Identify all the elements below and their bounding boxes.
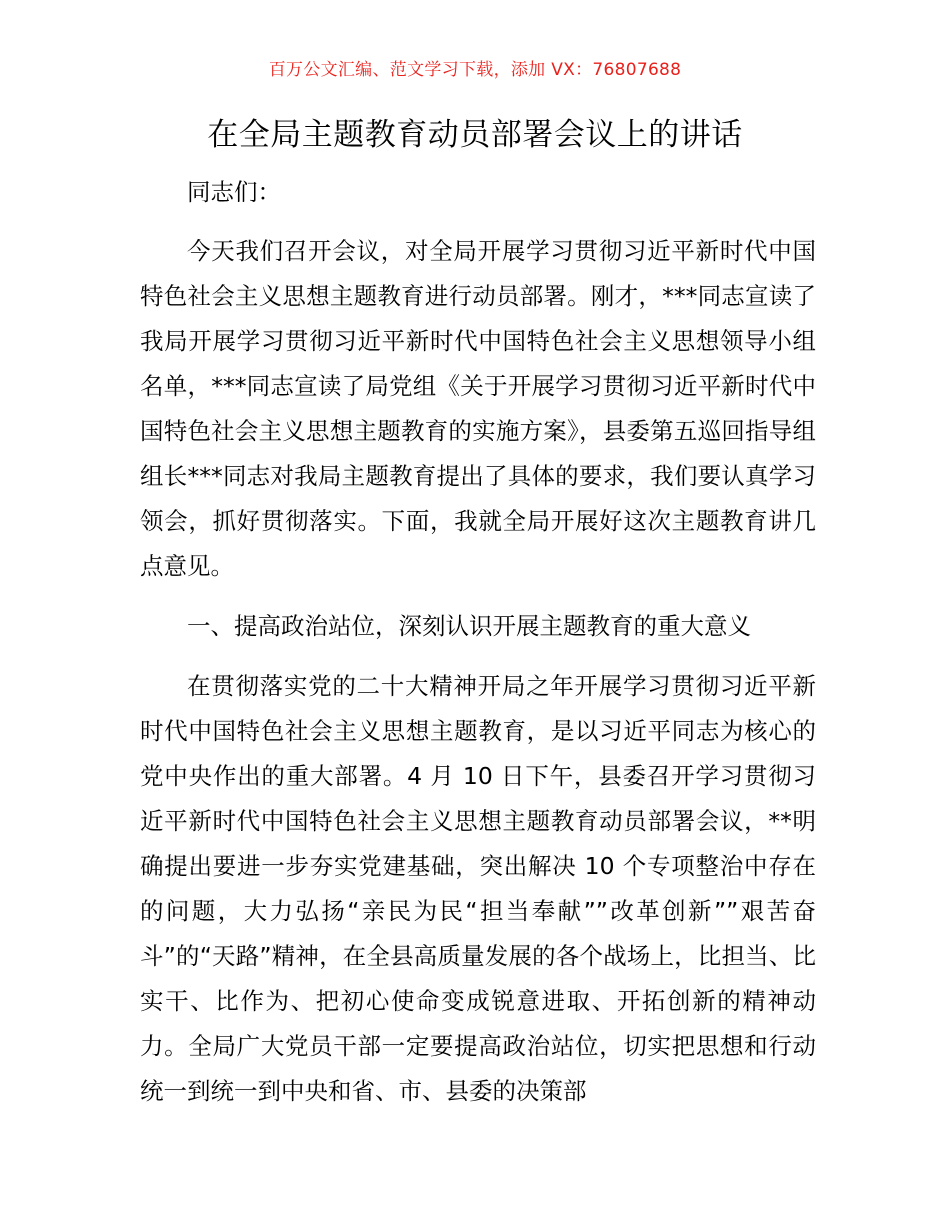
salutation: 同志们： xyxy=(187,178,281,206)
document-title: 在全局主题教育动员部署会议上的讲话 xyxy=(207,117,743,153)
section-heading: 一、提高政治站位，深刻认识开展主题教育的重大意义 xyxy=(187,612,751,640)
paragraph-intro: 今天我们召开会议，对全局开展学习贯彻习近平新时代中国特色社会主义思想主题教育进行动员部署。刚才，***同志宣读了我局开展学习贯彻习近平新时代中国特色社会主义思想领导小组名单，***同志宣读了局党组《关于开展学习贯彻习近平新时代中国特色社会主义思想主题教育的实施方案》，县委第五巡回指导组组长***同志对我局主题教育提出了具体的要求，我们要认真学习领会，抓好贯彻落实。下面，我就全局开展好这次主题教育讲几点意见。 xyxy=(140,237,816,580)
paragraph-section-1: 在贯彻落实党的二十大精神开局之年开展学习贯彻习近平新时代中国特色社会主义思想主题教育，是以习近平同志为核心的党中央作出的重大部署。4 月 10 日下午，县委召开学习贯彻习近平新时代中国特色社会主义思想主题教育动员部署会议，**明确提出要进一步夯实党建基础，突出解决 10 个专项整治中存在的问题，大力弘扬“亲民为民“担当奉献””改革创新””艰苦奋斗”的“天路”精神，在全县高质量发展的各个战场上，比担当、比实干、比作为、把初心使命变成锐意进取、开拓创新的精神动力。全局广大党员干部一定要提高政治站位，切实把思想和行动统一到统一到中央和省、市、县委的决策部 xyxy=(140,672,816,1105)
header-banner: 百万公文汇编、范文学习下载，添加 VX：76807688 xyxy=(268,60,682,80)
document-body xyxy=(140,170,816,1129)
